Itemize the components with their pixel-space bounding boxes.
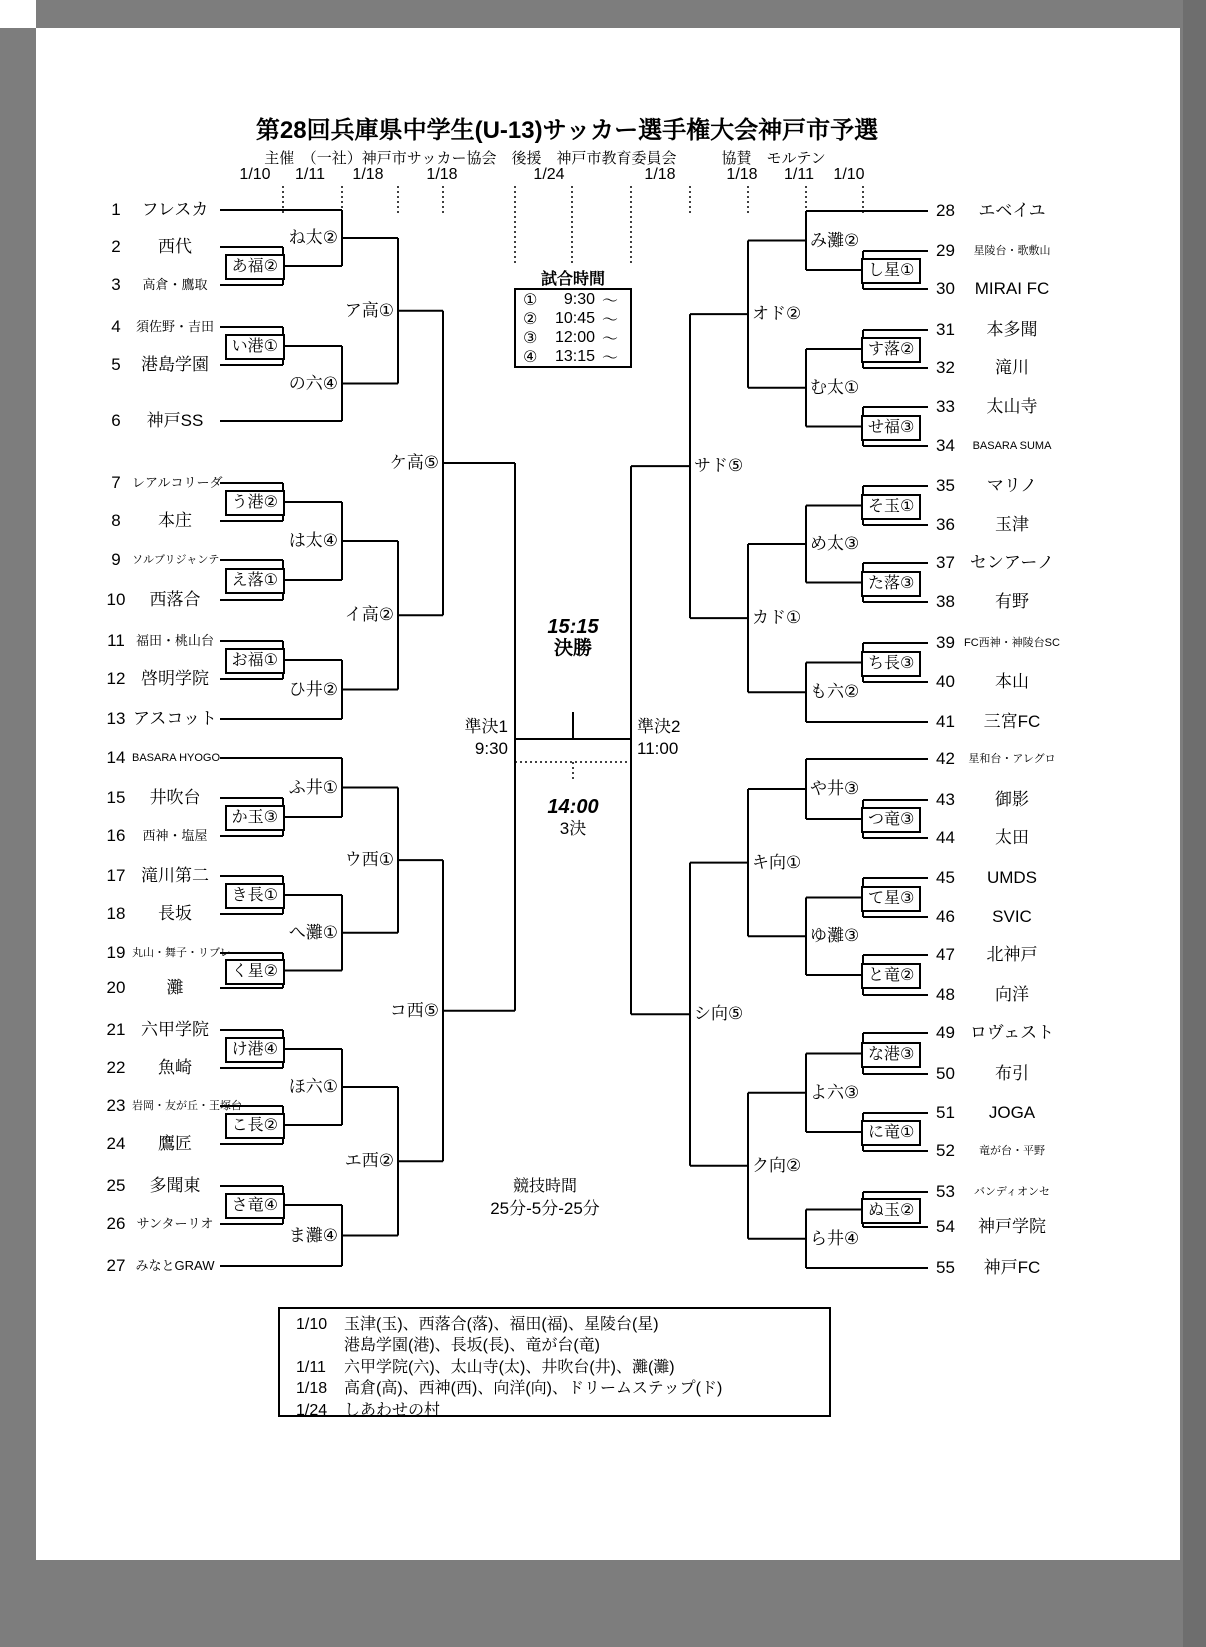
team-number: 3 xyxy=(111,275,121,294)
legend-date: 1/11 xyxy=(296,1358,326,1376)
match-label: あ福② xyxy=(225,254,285,280)
team-name: 岩岡・友が丘・王塚台 xyxy=(132,1100,242,1112)
team-name: ソルブリジャンテ xyxy=(132,554,220,566)
team-name: 六甲学院 xyxy=(141,1020,209,1039)
tilde: ～ xyxy=(602,293,619,310)
team-name: 魚崎 xyxy=(158,1058,192,1077)
team-name: サンターリオ xyxy=(136,1216,214,1231)
team-number: 43 xyxy=(936,790,955,809)
team-number: 54 xyxy=(936,1217,955,1236)
match-time: 12:00 xyxy=(554,328,595,346)
round-date: 1/18 xyxy=(644,166,676,183)
match-label: ウ西① xyxy=(344,850,394,870)
legend-text: しあわせの村 xyxy=(344,1401,441,1419)
match-label: も六② xyxy=(810,682,860,702)
team-number: 25 xyxy=(106,1176,126,1195)
team-number: 2 xyxy=(111,237,121,256)
team-number: 47 xyxy=(936,945,955,964)
team-number: 30 xyxy=(936,279,955,298)
match-label: ま灘④ xyxy=(288,1225,338,1245)
match-label: ゆ灘③ xyxy=(810,926,860,946)
team-name: 太山寺 xyxy=(986,397,1038,416)
match-label: め太③ xyxy=(810,534,860,553)
round-date: 1/18 xyxy=(352,166,384,183)
team-name: 神戸FC xyxy=(983,1258,1041,1277)
team-number: 39 xyxy=(936,633,955,652)
team-number: 18 xyxy=(106,904,126,923)
legend-text: 玉津(玉)、西落合(落)、福田(福)、星陵台(星) xyxy=(344,1316,659,1333)
team-number: 44 xyxy=(936,828,955,847)
team-number: 49 xyxy=(936,1023,955,1042)
legend-row xyxy=(296,1335,829,1356)
team-number: 12 xyxy=(106,669,126,688)
team-number: 36 xyxy=(936,515,955,534)
team-number: 32 xyxy=(936,358,955,377)
match-label: ふ井① xyxy=(288,777,338,797)
match-label: シ向⑤ xyxy=(694,1004,744,1024)
team-name: マリノ xyxy=(986,476,1038,495)
team-number: 48 xyxy=(936,985,955,1004)
team-number: 53 xyxy=(936,1182,955,1201)
match-label: せ福③ xyxy=(861,415,921,441)
match-label: ね太② xyxy=(288,228,338,247)
match-time-row xyxy=(516,347,630,366)
match-label: け港④ xyxy=(225,1037,285,1063)
round-date: 1/18 xyxy=(726,166,758,183)
legend-row xyxy=(296,1314,829,1335)
team-name: バンディオンセ xyxy=(973,1186,1051,1198)
team-number: 13 xyxy=(106,709,126,728)
match-label: キ向① xyxy=(752,852,802,872)
match-label: て星③ xyxy=(861,886,921,912)
legend-text: 六甲学院(六)、太山寺(太)、井吹台(井)、灘(灘) xyxy=(344,1358,675,1376)
team-number: 7 xyxy=(111,473,121,492)
tilde: ～ xyxy=(602,350,619,367)
team-name: 福田・桃山台 xyxy=(135,633,214,648)
match-label: ク向② xyxy=(752,1155,802,1175)
team-number: 17 xyxy=(106,866,126,885)
team-number: 34 xyxy=(936,436,955,455)
tilde: ～ xyxy=(602,331,619,348)
match-label: た落③ xyxy=(861,571,921,597)
team-name: 西代 xyxy=(158,237,192,256)
team-number: 10 xyxy=(106,590,126,609)
team-name: 有野 xyxy=(995,592,1029,611)
round-date: 1/18 xyxy=(426,166,458,183)
match-label: の六④ xyxy=(288,373,338,393)
legend-row xyxy=(296,1378,829,1399)
team-name: 向洋 xyxy=(995,985,1029,1004)
team-name: 井吹台 xyxy=(149,788,201,807)
team-number: 8 xyxy=(111,511,121,530)
match-no: ③ xyxy=(523,329,538,347)
team-name: 灘 xyxy=(166,978,184,997)
match-label: に竜① xyxy=(861,1120,921,1146)
team-number: 51 xyxy=(936,1103,955,1122)
round-date: 1/11 xyxy=(295,166,325,183)
match-time: 13:15 xyxy=(554,347,595,365)
match-label: こ長② xyxy=(225,1113,285,1139)
team-number: 45 xyxy=(936,868,955,887)
team-number: 1 xyxy=(111,200,121,219)
team-number: 27 xyxy=(106,1256,126,1275)
page-title: 第28回兵庫県中学生(U-13)サッカー選手権大会神戸市予選 xyxy=(255,117,879,144)
team-name: みなとGRAW xyxy=(135,1258,215,1273)
match-no: ① xyxy=(523,291,538,309)
team-name: 本山 xyxy=(995,672,1029,691)
match-label: し星① xyxy=(861,258,921,284)
team-name: 竜が台・平野 xyxy=(979,1145,1045,1157)
team-name: センアーノ xyxy=(969,553,1055,572)
team-number: 46 xyxy=(936,907,955,926)
team-name: FC西神・神陵台SC xyxy=(964,637,1060,649)
team-name: 丸山・舞子・リブレ xyxy=(132,947,231,959)
final-label: 決勝 xyxy=(553,638,592,659)
match-label: や井③ xyxy=(810,779,860,798)
team-name: 西神・塩屋 xyxy=(142,828,208,843)
match-label: ち長③ xyxy=(861,651,921,677)
team-number: 31 xyxy=(936,320,955,339)
legend-row xyxy=(296,1400,829,1421)
match-no: ② xyxy=(523,310,538,328)
team-name: 御影 xyxy=(995,790,1029,809)
semifinal2-info xyxy=(637,716,747,760)
team-name: エベイユ xyxy=(978,201,1046,220)
team-number: 15 xyxy=(106,788,126,807)
team-name: 神戸SS xyxy=(146,411,204,430)
match-label: エ西② xyxy=(344,1151,394,1171)
final-info xyxy=(513,616,633,660)
match-label: さ竜④ xyxy=(225,1193,285,1219)
team-number: 55 xyxy=(936,1258,955,1277)
team-number: 33 xyxy=(936,397,955,416)
team-number: 28 xyxy=(936,201,955,220)
duration-value: 25分-5分-25分 xyxy=(490,1199,600,1218)
team-name: 西落合 xyxy=(149,590,201,609)
team-name: SVIC xyxy=(992,907,1032,926)
third-place-time: 14:00 xyxy=(547,796,599,818)
match-label: な港③ xyxy=(861,1042,921,1068)
match-label: は太④ xyxy=(288,531,338,550)
match-label: ほ六① xyxy=(288,1077,338,1096)
team-number: 16 xyxy=(106,826,126,845)
semifinal2-time: 11:00 xyxy=(637,739,679,758)
match-label: つ竜③ xyxy=(861,807,921,833)
team-name: 神戸学院 xyxy=(978,1217,1046,1236)
third-place-label: 3決 xyxy=(559,819,587,838)
team-name: UMDS xyxy=(986,868,1038,887)
team-number: 23 xyxy=(106,1096,126,1115)
team-name: 布引 xyxy=(995,1064,1029,1083)
team-number: 21 xyxy=(106,1020,126,1039)
team-number: 29 xyxy=(936,241,955,260)
team-name: 三宮FC xyxy=(983,712,1041,731)
team-number: 19 xyxy=(106,943,126,962)
team-number: 37 xyxy=(936,553,955,572)
team-number: 35 xyxy=(936,476,955,495)
match-label: カド① xyxy=(752,608,802,628)
semifinal2-label: 準決2 xyxy=(637,717,681,736)
match-label: ア高① xyxy=(344,300,394,320)
match-label: ひ井② xyxy=(288,679,338,699)
team-name: 須佐野・吉田 xyxy=(135,319,214,334)
team-name: 本庄 xyxy=(158,511,192,530)
team-number: 26 xyxy=(106,1214,126,1233)
game-duration-note xyxy=(445,1176,645,1220)
match-label: み灘② xyxy=(810,230,860,250)
match-times-title: 試合時間 xyxy=(540,271,605,288)
team-name: BASARA HYOGO xyxy=(132,752,221,764)
match-label: う港② xyxy=(225,490,285,516)
legend-text: 高倉(高)、西神(西)、向洋(向)、ドリームステップ(ド) xyxy=(344,1380,723,1398)
team-name: 滝川 xyxy=(995,358,1029,377)
tilde: ～ xyxy=(602,312,619,329)
team-name: BASARA SUMA xyxy=(972,440,1052,452)
team-name: 玉津 xyxy=(995,515,1029,534)
match-label: へ灘① xyxy=(288,922,338,942)
semifinal1-info xyxy=(398,716,508,760)
team-number: 11 xyxy=(107,631,125,650)
legend-row xyxy=(296,1357,829,1378)
semifinal1-label: 準決1 xyxy=(464,717,508,736)
match-label: イ高② xyxy=(344,605,394,625)
team-number: 4 xyxy=(111,317,121,336)
team-name: 星陵台・歌敷山 xyxy=(973,245,1051,257)
team-number: 6 xyxy=(111,411,121,430)
match-label: よ六③ xyxy=(810,1082,860,1102)
team-number: 40 xyxy=(936,672,955,691)
legend-date: 1/10 xyxy=(296,1316,328,1333)
team-name: 本多聞 xyxy=(986,320,1038,339)
team-name: ロヴェスト xyxy=(969,1023,1055,1042)
legend-text: 港島学園(港)、長坂(長)、竜が台(竜) xyxy=(344,1337,600,1355)
match-label: ぬ玉② xyxy=(861,1198,921,1224)
match-label: え落① xyxy=(225,568,285,594)
team-name: フレスカ xyxy=(141,200,209,219)
team-name: 港島学園 xyxy=(141,355,209,374)
match-label: む太① xyxy=(810,377,860,397)
match-time: 10:45 xyxy=(554,309,595,327)
team-name: 多聞東 xyxy=(149,1176,201,1195)
team-number: 38 xyxy=(936,592,955,611)
match-label: ケ高⑤ xyxy=(389,453,439,472)
team-name: 北神戸 xyxy=(986,945,1038,964)
team-name: アスコット xyxy=(133,709,217,728)
match-label: ら井④ xyxy=(810,1228,860,1248)
match-label: い港① xyxy=(225,334,285,360)
team-name: JOGA xyxy=(988,1103,1036,1122)
match-times-box xyxy=(514,288,632,368)
team-name: レアルコリーダ xyxy=(132,475,223,490)
team-name: MIRAI FC xyxy=(974,279,1050,298)
team-name: 星和台・アレグロ xyxy=(968,753,1056,765)
final-time: 15:15 xyxy=(547,616,599,638)
match-label: サド⑤ xyxy=(694,456,744,476)
organizer-line: 主催 （一社）神戸市サッカー協会 後援 神戸市教育委員会 協賛 モルテン xyxy=(264,150,826,167)
match-label: き長① xyxy=(225,883,285,909)
team-number: 52 xyxy=(936,1141,955,1160)
team-name: 長坂 xyxy=(158,904,192,923)
duration-title: 競技時間 xyxy=(512,1178,577,1195)
team-number: 14 xyxy=(106,748,126,767)
team-number: 42 xyxy=(936,749,955,768)
round-date: 1/11 xyxy=(784,166,814,183)
round-date: 1/10 xyxy=(833,166,865,183)
legend-date: 1/24 xyxy=(296,1401,328,1419)
round-date: 1/24 xyxy=(533,166,565,183)
team-number: 20 xyxy=(106,978,126,997)
match-label: お福① xyxy=(225,648,285,674)
match-time: 9:30 xyxy=(563,290,595,308)
legend-date: 1/18 xyxy=(296,1380,328,1398)
semifinal1-time: 9:30 xyxy=(474,739,508,758)
team-number: 41 xyxy=(936,712,955,731)
team-number: 22 xyxy=(106,1058,126,1077)
third-place-info xyxy=(513,796,633,840)
match-label: か玉③ xyxy=(225,805,285,831)
team-number: 24 xyxy=(106,1134,126,1153)
team-name: 鷹匠 xyxy=(158,1134,192,1153)
team-number: 50 xyxy=(936,1064,955,1083)
venue-legend-box xyxy=(278,1307,831,1417)
team-name: 啓明学院 xyxy=(141,669,209,688)
team-name: 滝川第二 xyxy=(141,866,209,885)
match-label: と竜② xyxy=(861,963,921,989)
match-label: く星② xyxy=(225,959,285,985)
team-name: 太田 xyxy=(995,828,1029,847)
match-label: す落② xyxy=(861,337,921,363)
team-name: 高倉・鷹取 xyxy=(142,277,208,292)
team-number: 9 xyxy=(111,550,121,569)
match-label: そ玉① xyxy=(861,494,921,520)
match-label: オド② xyxy=(752,304,802,324)
team-number: 5 xyxy=(111,355,121,374)
round-date: 1/10 xyxy=(239,166,271,183)
match-label: コ西⑤ xyxy=(389,1000,439,1020)
match-no: ④ xyxy=(523,348,538,366)
